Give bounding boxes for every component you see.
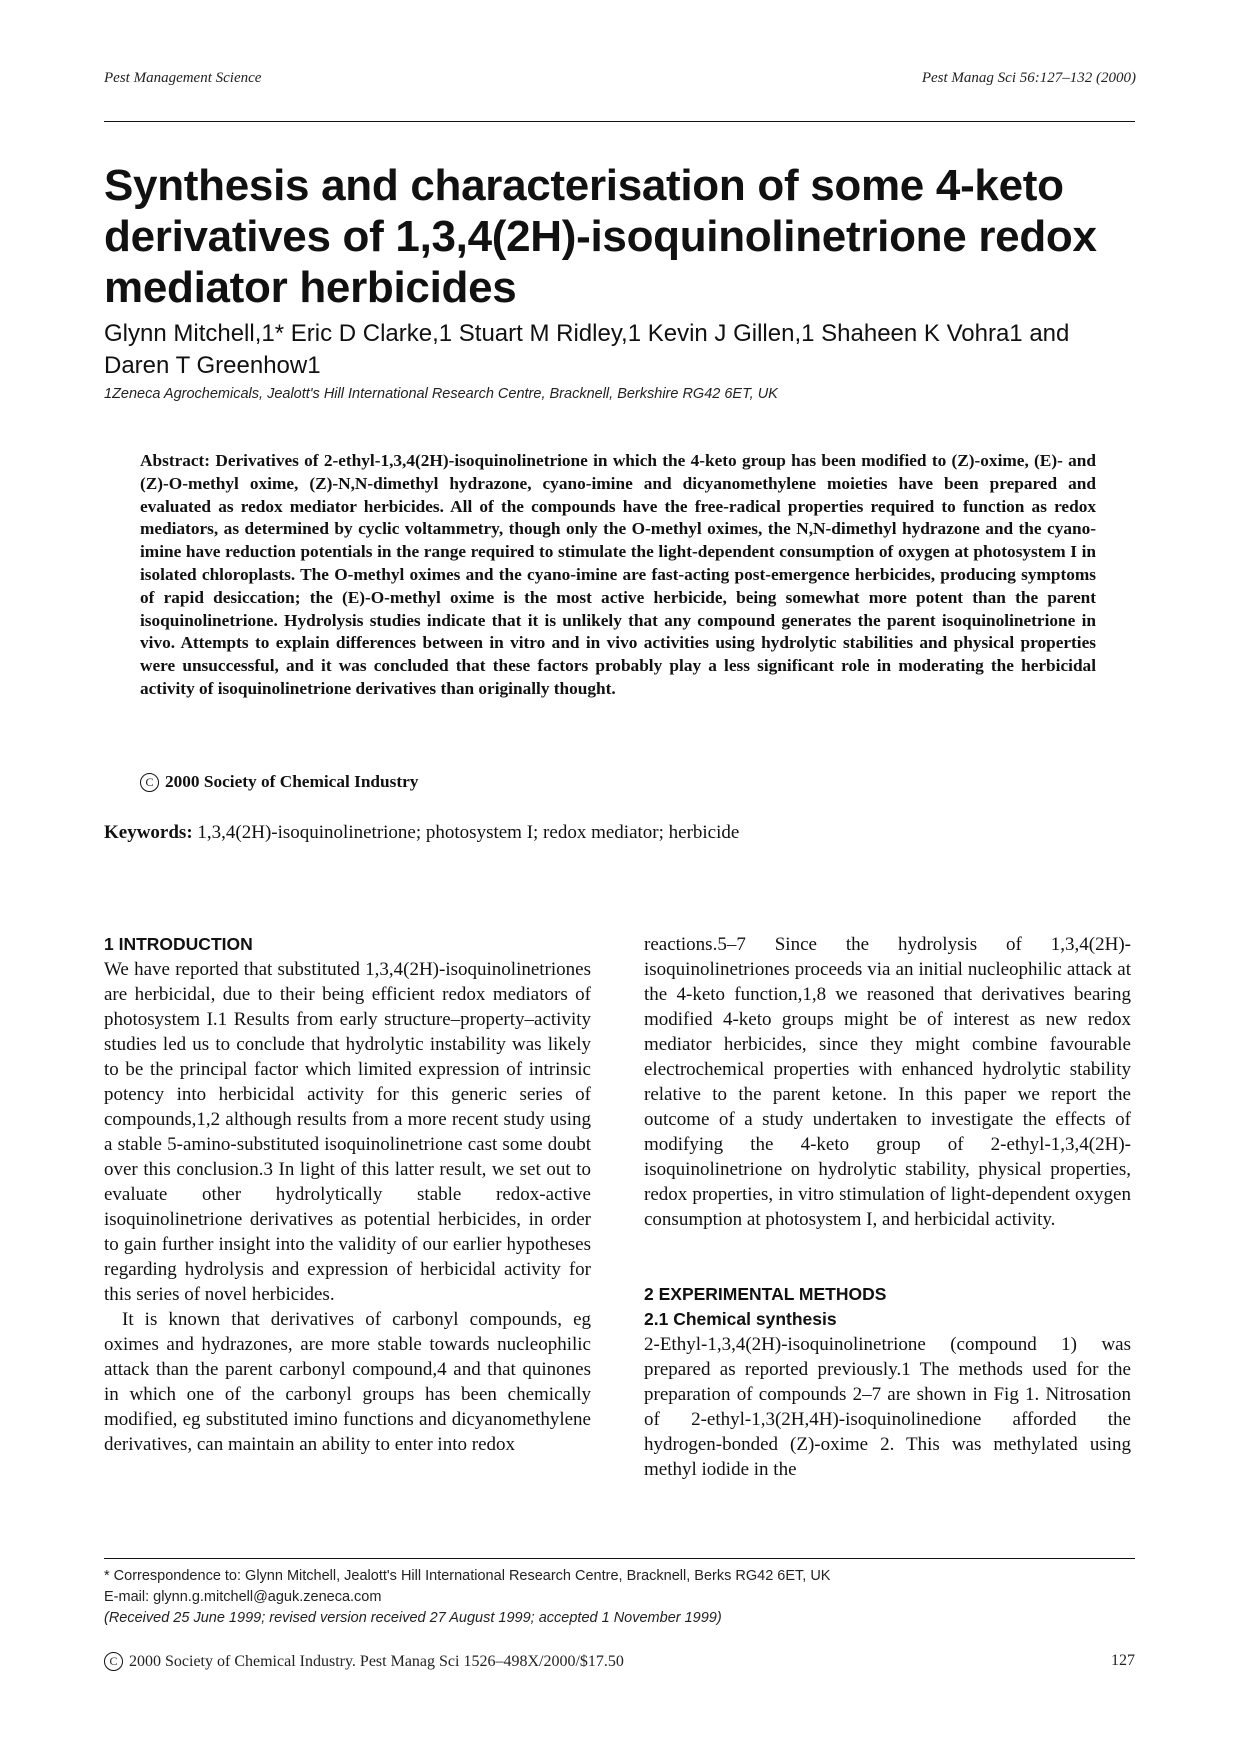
footnotes (104, 1566, 1135, 1629)
column-left (104, 932, 591, 1457)
journal-name: Pest Management Science (104, 70, 262, 86)
abstract-text: Derivatives of 2-ethyl-1,3,4(2H)-isoquinolinetrione in which the 4-keto group has been modified to (Z)-oxime, (E)- and (Z)-O-methyl oxime, (Z)-N,N-dimethyl hydrazone, cyano-imine and dicyanomethylene moieties have been prepared and evaluated as redox mediator herbicides. All of the compounds have the free-radical properties required to function as redox mediators, as determined by cyclic voltammetry, though only the O-methyl oximes, the N,N-dimethyl hydrazone and the cyano-imine have reduction potentials in the range required to stimulate the light-dependent consumption of oxygen at photosystem I in isolated chloroplasts. The O-methyl oximes and the cyano-imine are fast-acting post-emergence herbicides, producing symptoms of rapid desiccation; the (E)-O-methyl oxime is the most active herbicide, being somewhat more potent than the parent isoquinolinetrione. Hydrolysis studies indicate that it is unlikely that any compound generates the parent isoquinolinetrione in vivo. Attempts to explain differences between in vitro and in vivo activities using hydrolytic stabilities and physical properties were unsuccessful, and it was concluded that these factors probably play a less significant role in moderating the herbicidal activity of isoquinolinetrione derivatives than originally thought. (140, 451, 1096, 698)
abstract (140, 450, 1096, 701)
intro-paragraph-2-continued: reactions.5–7 Since the hydrolysis of 1,3,4(2H)-isoquinolinetriones proceeds via an initial nucleophilic attack at the 4-keto function,1,8 we reasoned that derivatives bearing modified 4-keto groups might be of interest as new redox mediator herbicides, since they might combine favourable electrochemical properties with enhanced hydrolytic stability relative to the parent ketone. In this paper we report the outcome of a study undertaken to investigate the effects of modifying the 4-keto group of 2-ethyl-1,3,4(2H)-isoquinolinetrione on hydrolytic stability, physical properties, redox properties, in vitro stimulation of light-dependent oxygen consumption at photosystem I, and herbicidal activity. (644, 934, 1131, 1230)
footer-copyright-text: 2000 Society of Chemical Industry. Pest Manag Sci 1526–498X/2000/$17.50 (129, 1653, 624, 1670)
citation: Pest Manag Sci 56:127–132 (2000) (921, 70, 1136, 86)
article-title: Synthesis and characterisation of some 4-keto derivatives of 1,3,4(2H)-isoquinolinetrione redox mediator herbicides (104, 161, 1097, 312)
copyright-text: 2000 Society of Chemical Industry (165, 772, 419, 791)
abstract-label: Abstract: (140, 451, 211, 470)
abstract-copyright (140, 772, 418, 792)
keywords (104, 822, 1104, 844)
author-list: Glynn Mitchell,1* Eric D Clarke,1 Stuart M Ridley,1 Kevin J Gillen,1 Shaheen K Vohra1 and Daren T Greenhow1 (104, 320, 1070, 379)
keywords-label: Keywords: (104, 822, 193, 843)
correspondence-note: * Correspondence to: Glynn Mitchell, Jealott's Hill International Research Centre, Bracknell, Berks RG42 6ET, UK (104, 1568, 831, 1584)
keywords-text: 1,3,4(2H)-isoquinolinetrione; photosystem I; redox mediator; herbicide (197, 822, 740, 843)
section-heading-introduction: 1 INTRODUCTION (104, 934, 253, 954)
subsection-heading-synthesis: 2.1 Chemical synthesis (644, 1309, 837, 1329)
received-note: (Received 25 June 1999; revised version received 27 August 1999; accepted 1 November 1999) (104, 1610, 722, 1626)
email-note: E-mail: glynn.g.mitchell@aguk.zeneca.com (104, 1589, 382, 1605)
intro-paragraph-2: It is known that derivatives of carbonyl compounds, eg oximes and hydrazones, are more stable towards nucleophilic attack than the parent carbonyl compound,4 and that quinones in which one of the carbonyl groups has been chemically modified, eg substituted imino functions and dicyanomethylene derivatives, can maintain an ability to enter into redox (104, 1309, 591, 1455)
methods-paragraph-1: 2-Ethyl-1,3,4(2H)-isoquinolinetrione (compound 1) was prepared as reported previously.1 The methods used for the preparation of compounds 2–7 are shown in Fig 1. Nitrosation of 2-ethyl-1,3(2H,4H)-isoquinolinedione afforded the hydrogen-bonded (Z)-oxime 2. This was methylated using methyl iodide in the (644, 1334, 1131, 1480)
intro-paragraph-1: We have reported that substituted 1,3,4(2H)-isoquinolinetriones are herbicidal, due to their being efficient redox mediators of photosystem I.1 Results from early structure–property–activity studies led us to conclude that hydrolytic instability was likely to be the principal factor which limited expression of intrinsic potency into herbicidal activity for this generic series of compounds,1,2 although results from a more recent study using a stable 5-amino-substituted isoquinolinetrione cast some doubt over this conclusion.3 In light of this latter result, we set out to evaluate other hydrolytically stable redox-active isoquinolinetrione derivatives as potential herbicides, in order to gain further insight into the validity of our earlier hypotheses regarding hydrolysis and expression of herbicidal activity for this series of novel herbicides. (104, 959, 591, 1305)
header-rule (104, 121, 1135, 122)
footnote-rule (104, 1558, 1135, 1559)
page-number: 127 (1111, 1652, 1135, 1669)
footer-copyright (104, 1652, 624, 1671)
column-right (644, 932, 1131, 1482)
copyright-icon: C (140, 773, 159, 792)
section-heading-methods: 2 EXPERIMENTAL METHODS (644, 1284, 887, 1304)
affiliation: 1Zeneca Agrochemicals, Jealott's Hill International Research Centre, Bracknell, Berkshire RG42 6ET, UK (104, 386, 778, 402)
copyright-icon: C (104, 1652, 123, 1671)
